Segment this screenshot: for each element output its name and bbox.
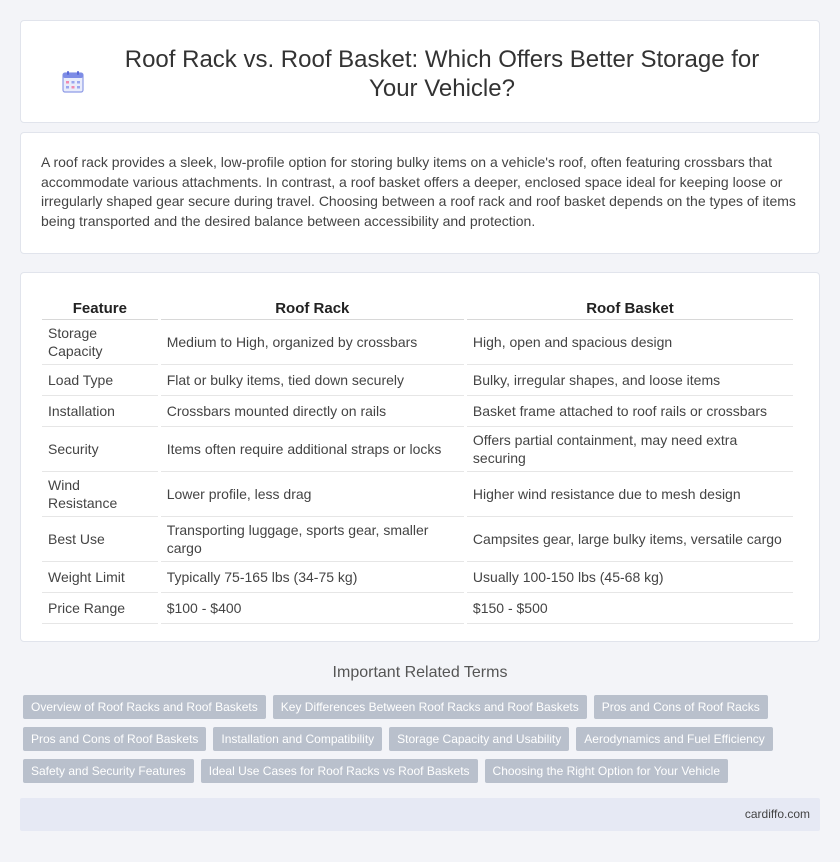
roof-rack-cell: Medium to High, organized by crossbars — [161, 320, 464, 365]
feature-cell: Load Type — [42, 365, 158, 396]
feature-cell: Installation — [42, 396, 158, 427]
comparison-table-card — [20, 272, 820, 642]
roof-rack-cell: Lower profile, less drag — [161, 472, 464, 517]
intro-paragraph: A roof rack provides a sleek, low-profile option for storing bulky items on a vehicle's roof, often featuring crossbars that accommodate various attachments. In contrast, a roof basket offers a deeper, enclosed space ideal for keeping loose or irregularly shaped gear secure during travel. Choosing between a roof rack and roof basket depends on the types of items being transported and the desired balance between accessibility and protection. — [41, 154, 796, 229]
feature-cell: Wind Resistance — [42, 472, 158, 517]
tag-link[interactable]: Installation and Compatibility — [213, 727, 382, 751]
roof-rack-cell: $100 - $400 — [161, 593, 464, 624]
roof-rack-cell: Flat or bulky items, tied down securely — [161, 365, 464, 396]
related-terms-title: Important Related Terms — [332, 664, 508, 681]
comparison-table — [39, 293, 796, 624]
table-header-row — [42, 293, 793, 320]
tag-link[interactable]: Overview of Roof Racks and Roof Baskets — [23, 695, 266, 719]
footer — [20, 798, 820, 831]
table-row — [42, 396, 793, 427]
feature-cell: Best Use — [42, 517, 158, 562]
tag-link[interactable]: Choosing the Right Option for Your Vehicle — [485, 759, 728, 783]
tag-link[interactable]: Ideal Use Cases for Roof Racks vs Roof Baskets — [201, 759, 478, 783]
table-row — [42, 320, 793, 365]
title-card — [20, 20, 820, 123]
tag-link[interactable]: Safety and Security Features — [23, 759, 194, 783]
roof-basket-cell: Offers partial containment, may need extra securing — [467, 427, 793, 472]
header-roof-rack: Roof Rack — [161, 293, 464, 320]
tag-link[interactable]: Pros and Cons of Roof Baskets — [23, 727, 206, 751]
roof-rack-cell: Items often require additional straps or locks — [161, 427, 464, 472]
intro-card — [20, 132, 820, 254]
roof-basket-cell: Bulky, irregular shapes, and loose items — [467, 365, 793, 396]
feature-cell: Price Range — [42, 593, 158, 624]
footer-site-link[interactable]: cardiffo.com — [744, 807, 810, 821]
page-title: Roof Rack vs. Roof Basket: Which Offers Better Storage for Your Vehicle? — [124, 46, 760, 102]
feature-cell: Weight Limit — [42, 562, 158, 593]
table-row — [42, 472, 793, 517]
roof-basket-cell: $150 - $500 — [467, 593, 793, 624]
roof-rack-cell: Transporting luggage, sports gear, smaller cargo — [161, 517, 464, 562]
feature-cell: Security — [42, 427, 158, 472]
roof-basket-cell: High, open and spacious design — [467, 320, 793, 365]
table-row — [42, 365, 793, 396]
header-feature: Feature — [42, 293, 158, 320]
tag-link[interactable]: Key Differences Between Roof Racks and Roof Baskets — [273, 695, 587, 719]
feature-cell: Storage Capacity — [42, 320, 158, 365]
roof-rack-cell: Typically 75-165 lbs (34-75 kg) — [161, 562, 464, 593]
tag-link[interactable]: Pros and Cons of Roof Racks — [594, 695, 768, 719]
table-row — [42, 562, 793, 593]
tag-link[interactable]: Storage Capacity and Usability — [389, 727, 569, 751]
calendar-grid-icon — [61, 70, 85, 94]
table-row — [42, 593, 793, 624]
roof-basket-cell: Usually 100-150 lbs (45-68 kg) — [467, 562, 793, 593]
related-terms-tags — [23, 695, 803, 783]
table-row — [42, 427, 793, 472]
roof-basket-cell: Campsites gear, large bulky items, versatile cargo — [467, 517, 793, 562]
roof-rack-cell: Crossbars mounted directly on rails — [161, 396, 464, 427]
tag-link[interactable]: Aerodynamics and Fuel Efficiency — [576, 727, 773, 751]
header-roof-basket: Roof Basket — [467, 293, 793, 320]
roof-basket-cell: Higher wind resistance due to mesh design — [467, 472, 793, 517]
roof-basket-cell: Basket frame attached to roof rails or crossbars — [467, 396, 793, 427]
table-row — [42, 517, 793, 562]
